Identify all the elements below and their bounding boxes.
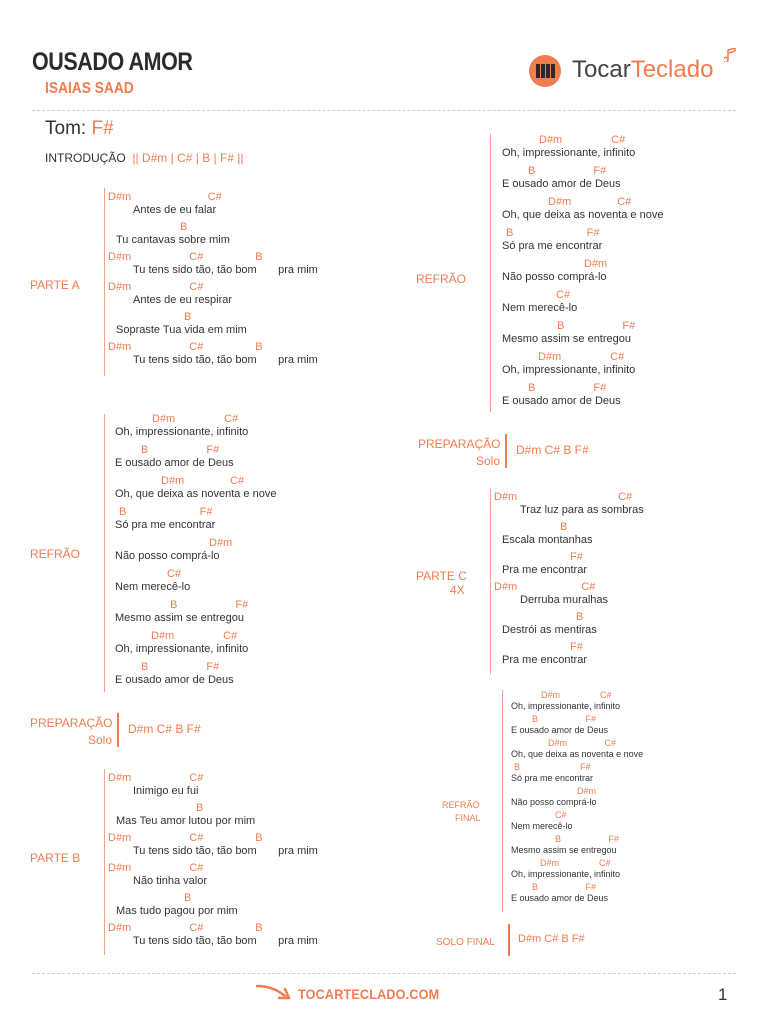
section-divider xyxy=(490,134,491,412)
keyboard-logo-icon xyxy=(528,54,566,88)
parte-c-block: D#m C# Traz luz para as sombras B Escala montanhas F# Pra me encontrar D#m C# Derruba muralhas B Destrói as mentiras F# Pra me encontrar xyxy=(494,491,644,666)
introduction: INTRODUÇÃO || D#m | C# | B | F# || xyxy=(45,151,244,165)
section-label-repeat-4x: 4X xyxy=(450,583,465,597)
section-label-refrao: REFRÃO xyxy=(30,547,81,561)
section-label-parte-c: PARTE C xyxy=(416,569,467,583)
section-label-parte-b: PARTE B xyxy=(30,851,81,865)
section-divider xyxy=(104,188,105,376)
section-label-solo: Solo xyxy=(88,733,113,747)
section-divider xyxy=(104,769,105,955)
section-label-final: FINAL xyxy=(455,813,481,823)
footer-website-link[interactable]: TOCARTECLADO.COM xyxy=(298,986,440,1002)
section-label-preparacao: PREPARAÇÃO xyxy=(30,716,113,730)
preparacao-chords-right: D#m C# B F# xyxy=(516,443,589,457)
section-label-refrao-final: REFRÃO xyxy=(442,800,480,810)
arrow-logo-icon xyxy=(255,982,295,1004)
header-divider xyxy=(32,110,736,111)
section-label-solo-right: Solo xyxy=(476,454,501,468)
section-divider xyxy=(117,713,119,747)
section-label-preparacao-right: PREPARAÇÃO xyxy=(418,437,501,451)
section-divider xyxy=(104,414,105,692)
parte-b-block: D#m C# Inimigo eu fui B Mas Teu amor lutou por mim D#m C# B Tu tens sido tão, tão bom pra mim D#m C# Não tinha valor B Mas tudo pagou por mim D#m C# B Tu tens sido tão, tão bom pra mim xyxy=(108,772,318,947)
page-number: 1 xyxy=(718,985,728,1004)
section-divider xyxy=(505,434,507,468)
tocarteclado-logo[interactable] xyxy=(528,54,740,88)
refrao-block-right: D#m C# Oh, impressionante, infinito B F# E ousado amor de Deus D#m C# Oh, que deixa as noventa e nove B F# Só pra me encontrar D#m Não posso comprá-lo C# Nem merecê-lo B F# Mesmo assim se entregou D#m C# Oh, impressionante, infinito B F# E ousado amor de Deus xyxy=(502,134,664,407)
parte-a-block: D#m C# Antes de eu falar B Tu cantavas sobre mim D#m C# B Tu tens sido tão, tão bom pra mim D#m C# Antes de eu respirar B Sopraste Tua vida em mim D#m C# B Tu tens sido tão, tão bom pra mim xyxy=(108,191,318,366)
song-key: Tom: F# xyxy=(45,118,114,139)
section-divider xyxy=(508,924,510,956)
music-note-icon xyxy=(724,48,738,62)
footer-divider xyxy=(32,973,736,974)
section-label-solo-final: SOLO FINAL xyxy=(436,937,495,948)
refrao-block: D#m C# Oh, impressionante, infinito B F# E ousado amor de Deus D#m C# Oh, que deixa as noventa e nove B F# Só pra me encontrar D#m Não posso comprá-lo C# Nem merecê-lo B F# Mesmo assim se entregou D#m C# Oh, impressionante, infinito B F# E ousado amor de Deus xyxy=(115,413,277,686)
logo-wordmark: TocarTeclado xyxy=(572,56,714,83)
section-label-parte-a: PARTE A xyxy=(30,278,80,292)
section-divider xyxy=(490,488,491,674)
section-divider xyxy=(502,690,503,912)
section-label-refrao-right: REFRÃO xyxy=(416,272,467,286)
solo-final-chords: D#m C# B F# xyxy=(518,933,585,945)
refrao-final-block: D#m C# Oh, impressionante, infinito B F# E ousado amor de Deus D#m C# Oh, que deixa as noventa e nove B F# Só pra me encontrar D#m Não posso comprá-lo C# Nem merecê-lo B F# Mesmo assim se entregou D#m C# Oh, impressionante, infinito B F# E ousado amor de Deus xyxy=(511,690,644,903)
artist-name: ISAIAS SAAD xyxy=(45,80,134,97)
preparacao-chords: D#m C# B F# xyxy=(128,722,201,736)
song-title: OUSADO AMOR xyxy=(32,48,193,76)
